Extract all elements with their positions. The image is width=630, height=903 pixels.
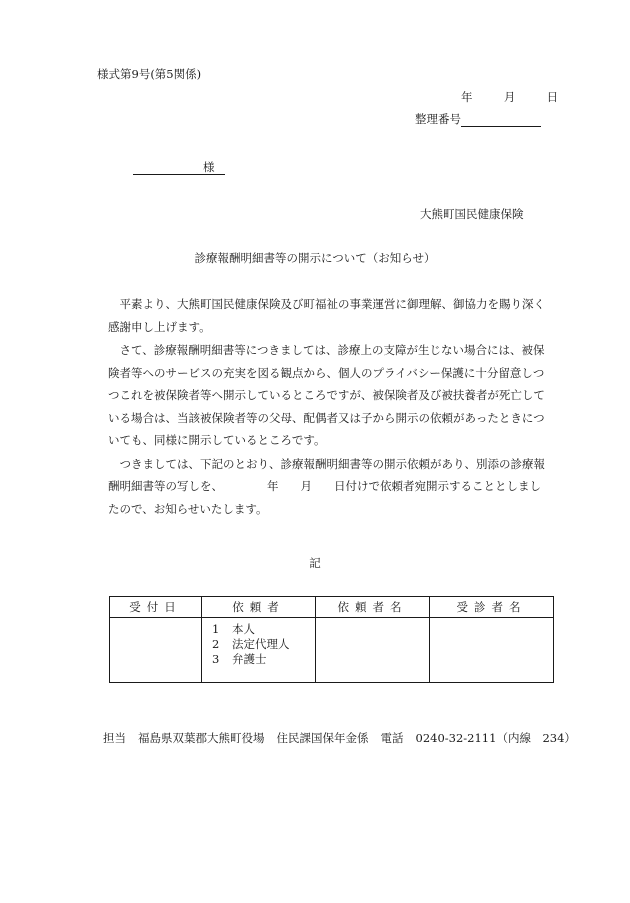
disclosure-year: 年 <box>267 479 279 493</box>
contact-line <box>103 730 576 746</box>
document-title: 診療報酬明細書等の開示について（お知らせ） <box>194 251 436 265</box>
date-line <box>461 89 558 105</box>
addressee-line <box>133 159 225 175</box>
requester-name-cell[interactable] <box>316 618 430 683</box>
contact-office: 福島県双葉郡大熊町役場 <box>138 731 265 745</box>
reference-number-label: 整理番号 <box>415 112 461 126</box>
requester-option[interactable]: 3 弁護士 <box>212 652 267 666</box>
addressee-name-field[interactable] <box>133 160 203 175</box>
body-paragraph-3: つきましては、下記のとおり、診療報酬明細書等の開示依頼があり、別添の診療報酬明細書等の写しを、 年 月 日付けで依頼者宛開示することとしましたので、お知らせいたします。 <box>108 456 545 516</box>
addressee-suffix: 様 <box>203 160 225 175</box>
reference-number <box>415 111 541 127</box>
requester-option[interactable]: 1 本人 <box>212 622 255 636</box>
header-requester-name: 依頼者名 <box>316 597 430 618</box>
body-paragraph-1: 平素より、大熊町国民健康保険及び町福祉の事業運営に御理解、御協力を賜り深く感謝申し上げます。 <box>108 297 545 334</box>
header-received-date: 受付日 <box>110 597 202 618</box>
contact-label: 担当 <box>103 731 126 745</box>
date-day-label: 日 <box>546 90 559 104</box>
table-row <box>110 618 554 683</box>
form-number: 様式第9号(第5関係) <box>97 67 202 81</box>
header-requester: 依頼者 <box>202 597 316 618</box>
disclosure-table <box>109 596 554 683</box>
contact-section: 住民課国保年金係 <box>276 731 369 745</box>
header-patient-name: 受診者名 <box>430 597 554 618</box>
body-text <box>108 293 548 520</box>
date-month-label: 月 <box>503 90 516 104</box>
ki-heading: 記 <box>309 556 321 570</box>
contact-phone: 0240-32-2111（内線 234） <box>415 731 576 745</box>
issuer-name: 大熊町国民健康保険 <box>420 207 524 221</box>
patient-name-cell[interactable] <box>430 618 554 683</box>
body-paragraph-2: さて、診療報酬明細書等につきましては、診療上の支障が生じない場合には、被保険者等へのサービスの充実を図る観点から、個人のプライバシー保護に十分留意しつつこれを被保険者等へ開示しているところですが、被保険者及び被扶養者が死亡している場合は、当該被保険者等の父母、配偶者又は子から開示の依頼があったときについても、同様に開示しているところです。 <box>108 343 545 447</box>
requester-option[interactable]: 2 法定代理人 <box>212 637 290 651</box>
contact-phone-label: 電話 <box>380 731 404 745</box>
date-year-label: 年 <box>461 90 473 104</box>
reference-number-field[interactable] <box>461 112 541 127</box>
received-date-cell[interactable] <box>110 618 202 683</box>
table-header-row <box>110 597 554 618</box>
disclosure-month: 月 <box>300 479 312 493</box>
requester-options-cell <box>202 618 316 683</box>
